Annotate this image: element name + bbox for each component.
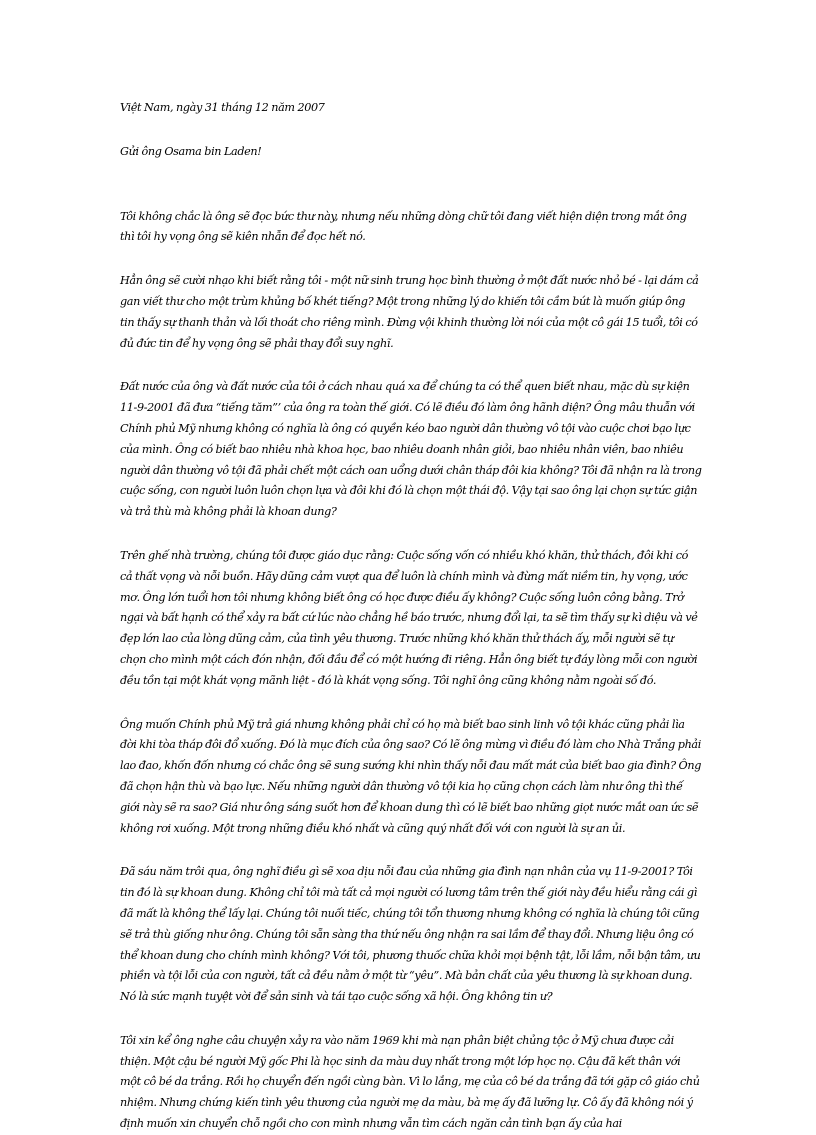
salutation: Gửi ông Osama bin Laden! — [120, 144, 262, 158]
paragraph: Ông muốn Chính phủ Mỹ trả giá nhưng không phải chỉ có họ mà biết bao sinh linh vô tội khác cũng phải lìa đời khi tòa tháp đôi đổ xuống. Đó là mục đích của ông sao? Có lẽ ông mừng vì điều đó làm cho Nhà Trắng phải lao đao, khốn đốn nhưng có chắc ông sẽ sung sướng khi nhìn thấy nỗi đau mất mát của biết bao gia đình? Ông đã chọn hận thù và bạo lực. Nếu những người dân thường vô tội kia họ cũng chọn cách làm như ông thì thế giới này sẽ ra sao? Giá như ông sáng suốt hơn để khoan dung thì có lẽ biết bao những giọt nước mắt oan ức sẽ không rơi xuống. Một trong những điều khó nhất và cũng quý nhất đối với con người là sự an ủi. — [120, 717, 702, 835]
letter-body — [120, 98, 702, 1135]
paragraph: Đã sáu năm trôi qua, ông nghĩ điều gì sẽ xoa dịu nỗi đau của những gia đình nạn nhân của vụ 11-9-2001? Tôi tin đó là sự khoan dung. Không chỉ tôi mà tất cả mọi người có lương tâm trên thế giới này đều hiểu rằng cái gì đã mất là không thể lấy lại. Chúng tôi nuối tiếc, chúng tôi tổn thương nhưng không có nghĩa là chúng tôi cũng sẽ trả thù giống như ông. Chúng tôi sẵn sàng tha thứ nếu ông nhận ra sai lầm để thay đổi. Nhưng liệu ông có thể khoan dung cho chính mình không? Với tôi, phương thuốc chữa khỏi mọi bệnh tật, lỗi lầm, nỗi bận tâm, ưu phiền và tội lỗi của con người, tất cả đều nằm ở một từ “yêu”. Mà bản chất của yêu thương là sự khoan dung. Nó là sức mạnh tuyệt vời để sản sinh và tái tạo cuộc sống xã hội. Ông không tin ư? — [120, 865, 701, 1004]
paragraph: Tôi không chắc là ông sẽ đọc bức thư này, nhưng nếu những dòng chữ tôi đang viết hiện diện trong mắt ông thì tôi hy vọng ông sẽ kiên nhẫn để đọc hết nó. — [120, 209, 687, 244]
paragraph: Hẳn ông sẽ cười nhạo khi biết rằng tôi - một nữ sinh trung học bình thường ở một đất nước nhỏ bé - lại dám cả gan viết thư cho một trùm khủng bố khét tiếng? Một trong những lý do khiến tôi cầm bút là muốn giúp ông tin thấy sự thanh thản và lối thoát cho riêng mình. Đừng vội khinh thường lời nói của một cô gái 15 tuổi, tôi có đủ đức tin để hy vọng ông sẽ phải thay đổi suy nghĩ. — [120, 274, 699, 350]
paragraph: Tôi xin kể ông nghe câu chuyện xảy ra vào năm 1969 khi mà nạn phân biệt chủng tộc ở Mỹ chưa được cải thiện. Một cậu bé người Mỹ gốc Phi là học sinh da màu duy nhất trong một lớp học nọ. Cậu đã kết thân với một cô bé da trắng. Rồi họ chuyển đến ngồi cùng bàn. Vì lo lắng, mẹ của cô bé da trắng đã tới gặp cô giáo chủ nhiệm. Nhưng chứng kiến tình yêu thương của người mẹ da màu, bà mẹ ấy đã lưỡng lự. Cô ấy đã không nói ý định muốn xin chuyển chỗ ngồi cho con mình nhưng vẫn tìm cách ngăn cản tình bạn ấy của hai — [120, 1033, 700, 1131]
paragraph: Trên ghế nhà trường, chúng tôi được giáo dục rằng: Cuộc sống vốn có nhiều khó khăn, thử thách, đôi khi có cả thất vọng và nỗi buồn. Hãy dũng cảm vượt qua để luôn là chính mình và đừng mất niềm tin, hy vọng, ước mơ. Ông lớn tuổi hơn tôi nhưng không biết ông có học được điều ấy không? Cuộc sống luôn công bằng. Trở ngại và bất hạnh có thể xảy ra bất cứ lúc nào chẳng hề báo trước, nhưng đổi lại, ta sẽ tìm thấy sự kì diệu và vẻ đẹp lớn lao của lòng dũng cảm, của tình yêu thương. Trước những khó khăn thử thách ấy, mỗi người sẽ tự chọn cho mình một cách đón nhận, đối đầu để có một hướng đi riêng. Hẳn ông biết tự đáy lòng mỗi con người đều tồn tại một khát vọng mãnh liệt - đó là khát vọng sống. Tôi nghĩ ông cũng không nằm ngoài số đó. — [120, 548, 698, 687]
dateline: Việt Nam, ngày 31 tháng 12 năm 2007 — [120, 101, 325, 114]
paragraph: Đất nước của ông và đất nước của tôi ở cách nhau quá xa để chúng ta có thể quen biết nhau, mặc dù sự kiện 11-9-2001 đã đưa “tiếng tăm”’ của ông ra toàn thế giới. Có lẽ điều đó làm ông hãnh diện? Ông mâu thuẫn với Chính phủ Mỹ nhưng không có nghĩa là ông có quyền kéo bao người dân thường vô tội vào cuộc chơi bạo lực của mình. Ông có biết bao nhiêu nhà khoa học, bao nhiêu doanh nhân giỏi, bao nhiêu nhân viên, bao nhiêu người dân thường vô tội đã phải chết một cách oan uổng dưới chân tháp đôi kia không? Tôi đã nhận ra là trong cuộc sống, con người luôn luôn chọn lựa và đôi khi đó là chọn một thái độ. Vậy tại sao ông lại chọn sự tức giận và trả thù mà không phải là khoan dung? — [120, 380, 702, 519]
